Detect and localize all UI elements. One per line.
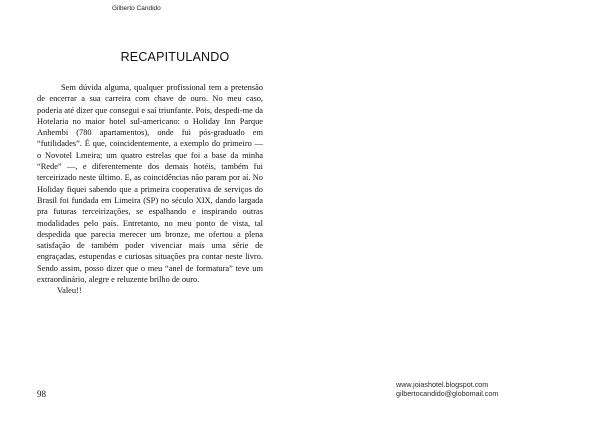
email-link[interactable]: gilbertocandido@globomail.com	[396, 389, 499, 398]
body-paragraph: Sem dúvida alguma, qualquer profissional tem a pretensão de encerrar a sua carreira com chave de ouro. No meu caso, poderia até dizer que consegui e saí triunfante. Pois, despedi-me da Hotelaria no maior hotel sul-americano: o Holiday Inn Parque Anhembi (780 apartamentos), onde fui pós-graduado em “futilidades”. É que, coincidentemente, a exemplo do primeiro — o Novotel Lmeira; um quatro estrelas que foi a base da minha “Rede” —, e diferentemente dos demais hotéis, também fui terceirizado neste último. E, as coincidências não param por aí. No Holiday fiquei sabendo que a primeira cooperativa de serviços do Brasil foi fundada em Limeira (SP) no século XIX, dando largada pra futuras terceirizações, se espalhando e inspirando outras modalidades pelo país. Entretanto, no meu ponto de vista, tal despedida que parecia merecer um bronze, me ofertou a plena satisfação de também poder vivenciar mais uma série de engraçadas, estupendas e curiosas situações pra contar neste livro. Sendo assim, posso dizer que o meu “anel de formatura” teve um extraordinário, alegre e reluzente brilho de ouro.	[37, 83, 263, 285]
closing-line: Valeu!!	[57, 286, 82, 296]
website-link[interactable]: www.joiashotel.blogspot.com	[396, 380, 489, 389]
body-text	[37, 82, 263, 297]
page-number: 98	[37, 389, 46, 399]
chapter-title: RECAPITULANDO	[120, 50, 230, 64]
running-header: Gilberto Candido	[112, 5, 161, 12]
footer-links	[396, 380, 498, 398]
